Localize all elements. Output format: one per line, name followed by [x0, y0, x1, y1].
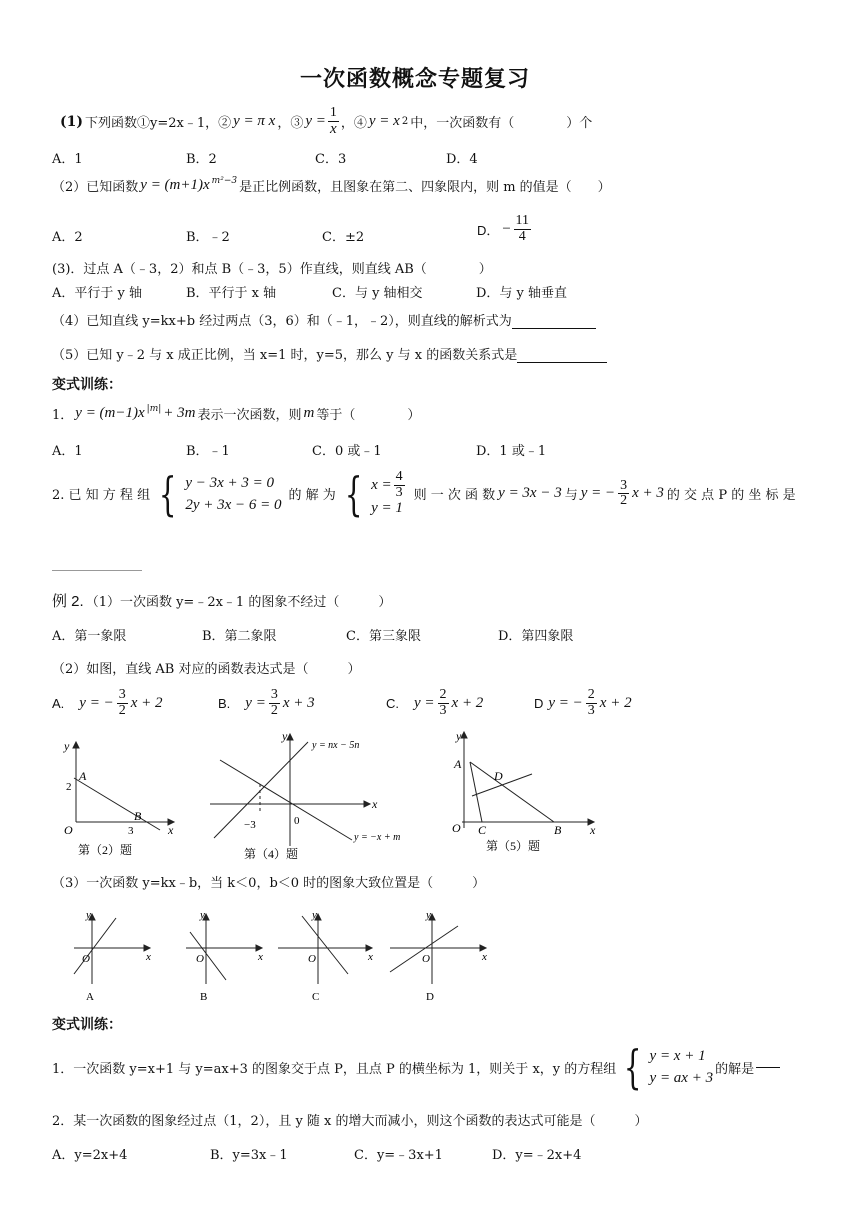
figure-2	[73, 742, 174, 830]
option-a: A．2	[52, 230, 83, 245]
solution-system: x = $\frac{4}{3}$ y = 1	[371, 469, 403, 517]
option-b: B．第二象限	[202, 629, 277, 644]
point-a-label: A	[79, 769, 87, 783]
section-heading: 变式训练：	[52, 1017, 122, 1033]
option-d: D．与 y 轴垂直	[476, 286, 568, 301]
graph-label-a: A	[86, 991, 94, 1003]
point-d-label: D	[494, 769, 503, 783]
svg-text:x: x	[258, 951, 263, 963]
option-b: B．y=3x﹣1	[210, 1148, 288, 1163]
exponent: 2	[401, 116, 409, 128]
option-a: A. y = − $\frac{3}{2}$ x + 2	[52, 687, 163, 718]
x-axis-label: x	[168, 823, 174, 837]
option-b: B．﹣2	[186, 230, 230, 245]
question-text: 下列函数①y=2x﹣1，②	[85, 116, 232, 132]
variant1-question-1: 1． y = (m−1)x $^{|m|}$ + 3m 表示一次函数，则 m 等于（ ）	[52, 403, 421, 423]
option-b: B. y = $\frac{3}{2}$ x + 3	[218, 687, 315, 718]
example-2-question-3: （3）一次函数 y=kx﹣b，当 k＜0，b＜0 时的图象大致位置是（ ）	[52, 876, 486, 891]
svg-text:x: x	[146, 951, 151, 963]
answer-blank	[517, 362, 607, 363]
equation-system: y = x + 1 y = ax + 3	[649, 1048, 714, 1086]
svg-text:y: y	[426, 909, 431, 921]
fraction: $\frac{1}{x}$	[329, 105, 337, 137]
figure-5	[461, 732, 594, 828]
tick-label: 3	[128, 825, 134, 837]
graph-label-b: B	[200, 991, 208, 1003]
point-c-label: C	[478, 823, 487, 837]
option-d: D． − $\frac{11}{4}$	[477, 213, 529, 244]
answer-blank	[756, 1067, 780, 1068]
origin-label: 0	[294, 815, 300, 827]
question-text: 是正比例函数，且图象在第二、四象限内，则 m 的值是（ ）	[239, 180, 611, 195]
svg-text:O: O	[196, 953, 204, 965]
y-axis-label: y	[282, 729, 288, 743]
point-a-label: A	[454, 757, 462, 771]
answer-blank	[52, 570, 142, 571]
page-title: 一次函数概念专题复习	[300, 67, 531, 92]
option-a: A．y=2x+4	[52, 1148, 128, 1163]
question-text: （2）已知函数	[52, 180, 139, 195]
section-heading: 变式训练：	[52, 377, 122, 393]
figure-caption: 第（5）题	[486, 839, 541, 853]
option-c: C．±2	[322, 230, 365, 245]
question-text: 中，一次函数有（ ）个	[410, 116, 593, 132]
option-d: D．y=﹣2x+4	[492, 1148, 582, 1163]
svg-text:O: O	[82, 953, 90, 965]
option-b: B．2	[186, 152, 217, 167]
tick-label: −3	[244, 819, 256, 831]
figure-caption: 第（4）题	[244, 847, 299, 861]
question-4: （4）已知直线 y=kx+b 经过两点（3，6）和（﹣1，﹣2），则直线的解析式为	[52, 310, 596, 329]
option-c: C．0 或﹣1	[312, 444, 382, 459]
option-c: C．与 y 轴相交	[332, 286, 423, 301]
option-a: A．1	[52, 444, 83, 459]
exponent: m²−3	[211, 175, 238, 186]
option-b: B．平行于 x 轴	[186, 286, 277, 301]
question-5: （5）已知 y﹣2 与 x 成正比例，当 x=1 时，y=5，那么 y 与 x 的函数关系式是	[52, 344, 607, 363]
option-d: D．4	[446, 152, 478, 167]
variant1-question-2: 2. 已 知 方 程 组 { y − 3x + 3 = 0 2y + 3x − 6 = 0 的 解 为 { x = $\frac{4}{3}$ y = 1 则 一 次 函 数 y = 3x − 3 与 y = − $\frac{3}{2}$ x + 3 的 交 点 P 的 坐 标 是	[52, 466, 796, 521]
formula: y = (m+1)x	[140, 177, 210, 193]
origin-label: O	[452, 821, 461, 835]
svg-text:x: x	[482, 951, 487, 963]
option-c: C．第三象限	[346, 629, 421, 644]
line-label: y = −x + m	[354, 832, 401, 843]
question-number: (1)	[60, 113, 83, 130]
example-2-question-2: （2）如图，直线 AB 对应的函数表达式是（ ）	[52, 662, 361, 677]
svg-text:x: x	[368, 951, 373, 963]
option-a: A．1	[52, 152, 83, 167]
option-d: D．1 或﹣1	[476, 444, 547, 459]
svg-text:y: y	[312, 909, 317, 921]
variant2-question-1: 1．一次函数 y=x+1 与 y=ax+3 的图象交于点 P，且点 P 的横坐标为 1，则关于 x，y 的方程组 { y = x + 1 y = ax + 3 的解是	[52, 1044, 780, 1090]
tick-label: 2	[66, 781, 72, 793]
question-2	[52, 176, 611, 195]
svg-text:O: O	[422, 953, 430, 965]
svg-text:y: y	[86, 909, 91, 921]
graph-label-d: D	[426, 991, 434, 1003]
option-c: C．3	[315, 152, 347, 167]
option-a: A．第一象限	[52, 629, 127, 644]
formula: y =	[305, 113, 326, 130]
question-3: (3)．过点 A（﹣3，2）和点 B（﹣3，5）作直线，则直线 AB（ ）	[52, 262, 492, 277]
question-1	[60, 106, 592, 137]
graph-label-c: C	[312, 991, 320, 1003]
option-c: C. y = $\frac{2}{3}$ x + 2	[386, 687, 484, 718]
svg-text:O: O	[308, 953, 316, 965]
figures-row	[54, 728, 614, 864]
option-a: A．平行于 y 轴	[52, 286, 142, 301]
answer-graphs	[56, 908, 516, 1004]
option-c: C．y=﹣3x+1	[354, 1148, 443, 1163]
figure-caption: 第（2）题	[78, 843, 133, 857]
point-b-label: B	[554, 823, 562, 837]
question-text: ，③	[277, 116, 304, 132]
variant2-question-2: 2．某一次函数的图象经过点（1，2），且 y 随 x 的增大而减小，则这个函数的表达式可能是（ ）	[52, 1114, 648, 1129]
question-text: ，④	[340, 116, 367, 132]
equation-system: y − 3x + 3 = 0 2y + 3x − 6 = 0	[185, 474, 282, 513]
point-b-label: B	[134, 809, 142, 823]
formula: y = π x	[233, 113, 276, 130]
option-d: D y = − $\frac{2}{3}$ x + 2	[534, 687, 632, 718]
option-b: B．﹣1	[186, 444, 230, 459]
option-d: D．第四象限	[498, 629, 574, 644]
x-axis-label: x	[372, 797, 378, 811]
line-label: y = nx − 5n	[312, 740, 360, 751]
answer-blank	[512, 328, 596, 329]
x-axis-label: x	[590, 823, 596, 837]
formula: y = x	[368, 113, 400, 130]
y-axis-label: y	[456, 729, 462, 743]
svg-text:y: y	[200, 909, 205, 921]
example-2-question-1: 例 2. （1）一次函数 y=﹣2x﹣1 的图象不经过（ ）	[52, 593, 392, 610]
origin-label: O	[64, 823, 73, 837]
y-axis-label: y	[64, 739, 70, 753]
